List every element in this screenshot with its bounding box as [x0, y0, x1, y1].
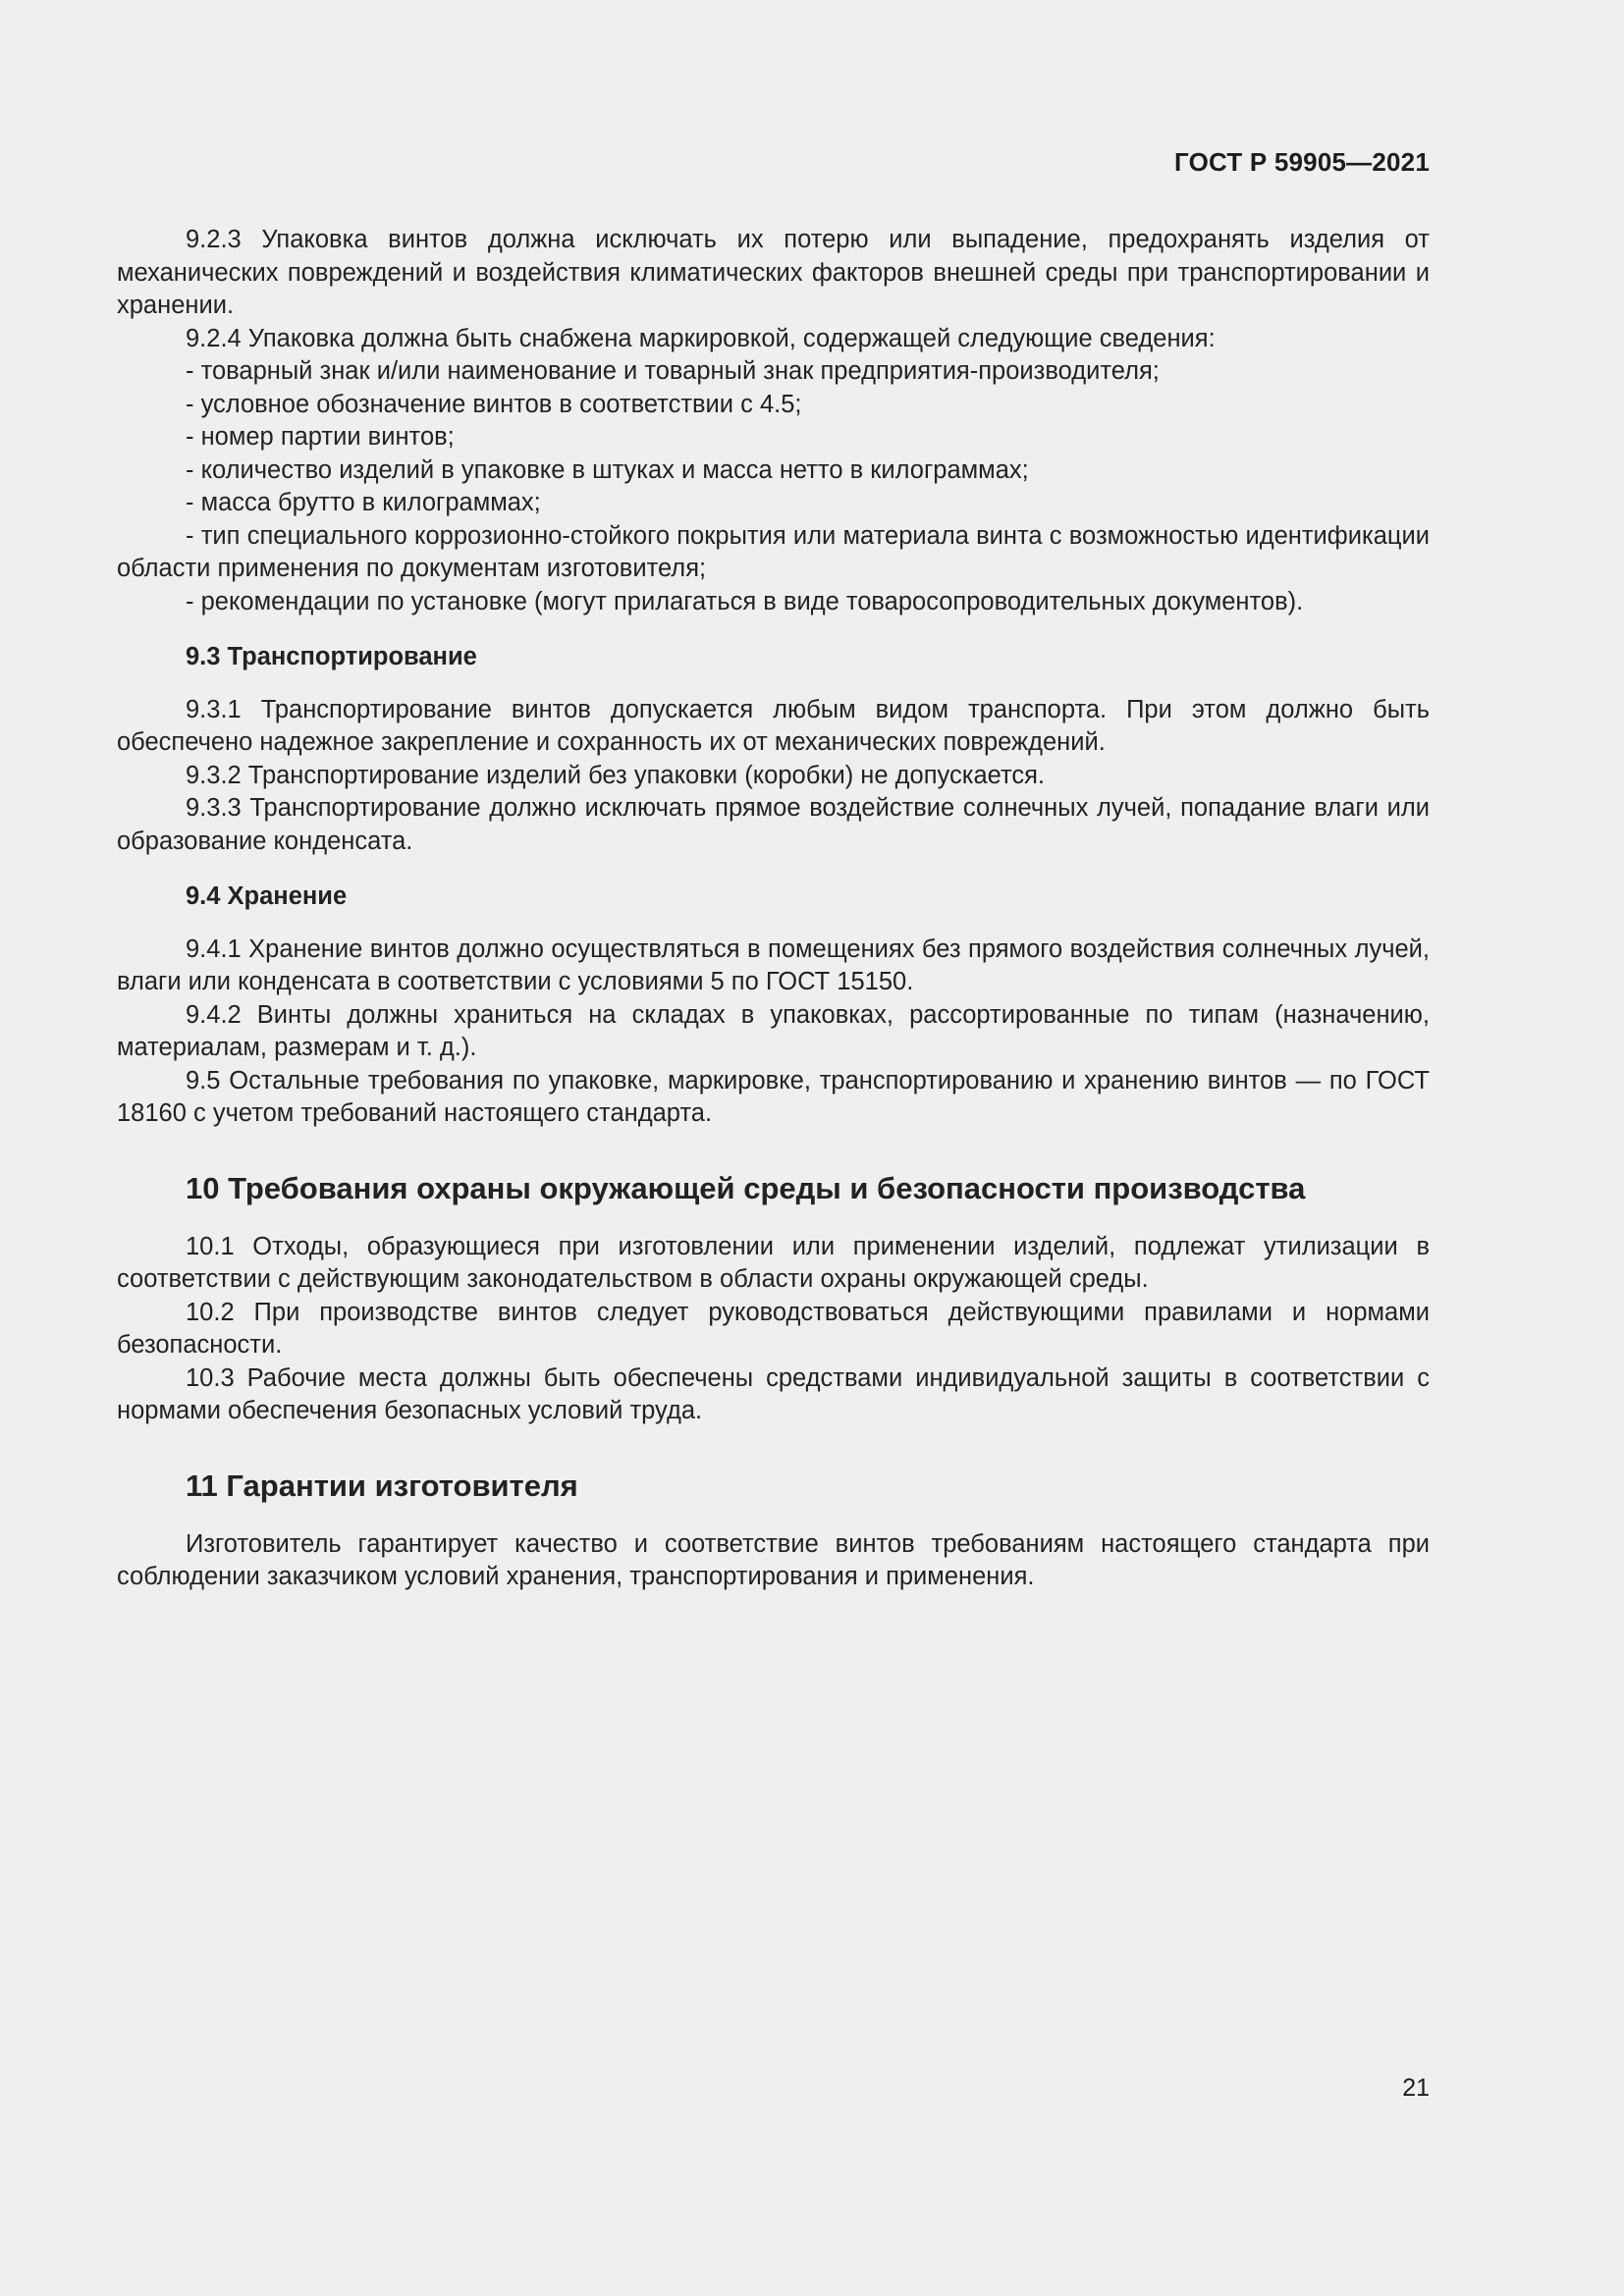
paragraph-9-3-2: 9.3.2 Транспортирование изделий без упаковки (коробки) не допускается.	[186, 761, 1045, 789]
paragraph-10-1: 10.1 Отходы, образующиеся при изготовлении или применении изделий, подлежат утилизации в соответствии с действующим законодательством в области охраны окружающей среды.	[117, 1232, 1430, 1293]
paragraph-9-3-1: 9.3.1 Транспортирование винтов допускается любым видом транспорта. При этом должно быть обеспечено надежное закрепление и сохранность их от механических повреждений.	[117, 695, 1430, 756]
paragraph-10-3: 10.3 Рабочие места должны быть обеспечены средствами индивидуальной защиты в соответствии с нормами обеспечения безопасных условий труда.	[117, 1363, 1430, 1424]
document-body	[117, 224, 1430, 1594]
document-code: ГОСТ Р 59905—2021	[1174, 147, 1430, 177]
paragraph-9-3-3: 9.3.3 Транспортирование должно исключать прямое воздействие солнечных лучей, попадание влаги или образование конденсата.	[117, 794, 1430, 855]
list-item: - количество изделий в упаковке в штуках и масса нетто в килограммах;	[186, 455, 1029, 484]
subsection-heading-9-3: 9.3 Транспортирование	[186, 643, 477, 670]
paragraph-9-2-3: 9.2.3 Упаковка винтов должна исключать их потерю или выпадение, предохранять изделия от механических повреждений и воздействия климатических факторов внешней среды при транспортировании и хранении.	[117, 226, 1430, 319]
paragraph-10-2: 10.2 При производстве винтов следует руководствоваться действующими правилами и нормами безопасности.	[117, 1298, 1430, 1359]
paragraph-9-4-2: 9.4.2 Винты должны храниться на складах в упаковках, рассортированные по типам (назначению, материалам, размерам и т. д.).	[117, 1000, 1430, 1061]
subsection-heading-9-4: 9.4 Хранение	[186, 882, 348, 910]
section-heading-10: 10 Требования охраны окружающей среды и безопасности производства	[186, 1170, 1306, 1205]
list-item: - масса брутто в килограммах;	[186, 489, 541, 516]
page-number: 21	[1402, 2074, 1430, 2102]
list-item: - тип специального коррозионно-стойкого покрытия или материала винта с возможностью идентификации области применения по документам изготовителя;	[117, 521, 1430, 582]
list-item: - номер партии винтов;	[186, 423, 455, 451]
paragraph-9-4-1: 9.4.1 Хранение винтов должно осуществляться в помещениях без прямого воздействия солнечных лучей, влаги или конденсата в соответствии с условиями 5 по ГОСТ 15150.	[117, 934, 1430, 995]
list-item: - товарный знак и/или наименование и товарный знак предприятия-производителя;	[186, 357, 1160, 385]
list-item: - условное обозначение винтов в соответствии с 4.5;	[186, 390, 802, 418]
paragraph-9-2-4: 9.2.4 Упаковка должна быть снабжена маркировкой, содержащей следующие сведения:	[186, 324, 1216, 352]
paragraph-9-5: 9.5 Остальные требования по упаковке, маркировке, транспортированию и хранению винтов — по ГОСТ 18160 с учетом требований настоящего стандарта.	[117, 1066, 1430, 1127]
paragraph-guarantee: Изготовитель гарантирует качество и соответствие винтов требованиям настоящего стандарта при соблюдении заказчиком условий хранения, транспортирования и применения.	[117, 1529, 1430, 1590]
list-item: - рекомендации по установке (могут прилагаться в виде товаросопроводительных документов).	[186, 587, 1304, 615]
section-heading-11: 11 Гарантии изготовителя	[186, 1468, 578, 1503]
